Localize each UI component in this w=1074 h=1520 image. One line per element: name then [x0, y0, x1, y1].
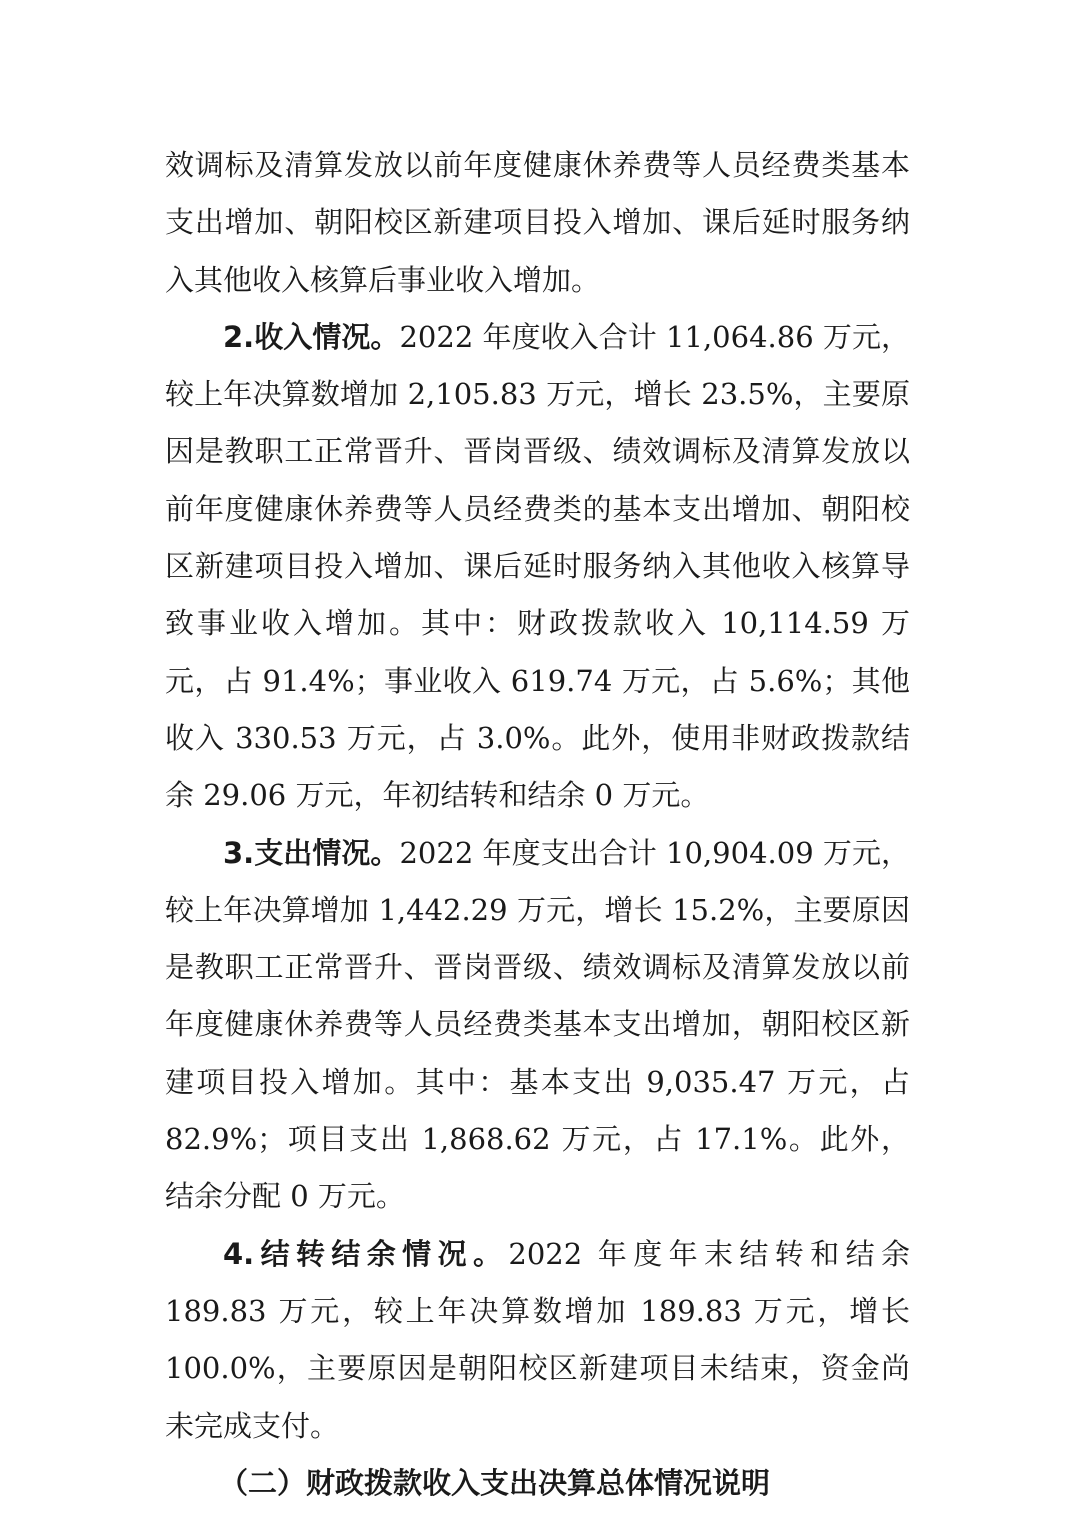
section-heading: （二）财政拨款收入支出决算总体情况说明: [219, 1465, 771, 1500]
paragraph-lead: 4.结转结余情况。: [223, 1236, 509, 1271]
paragraph-text: 2022 年度支出合计 10,904.09 万元，较上年决算增加 1,442.29 万元，增长 15.2%，主要原因是教职工正常晋升、晋岗晋级、绩效调标及清算发放以前年度健康休养费等人员经费类基本支出增加，朝阳校区新建项目投入增加。其中：基本支出 9,035.47 万元，占 82.9%；项目支出 1,868.62 万元，占 17.1%。此外，结余分配 0 万元。: [165, 835, 910, 1214]
paragraph-expenditure: [165, 825, 910, 1226]
paragraph-text: 2022 年度收入合计 11,064.86 万元，较上年决算数增加 2,105.83 万元，增长 23.5%，主要原因是教职工正常晋升、晋岗晋级、绩效调标及清算发放以前年度健康休养费等人员经费类的基本支出增加、朝阳校区新建项目投入增加、课后延时服务纳入其他收入核算导致事业收入增加。其中：财政拨款收入 10,114.59 万元，占 91.4%；事业收入 619.74 万元，占 5.6%；其他收入 330.53 万元，占 3.0%。此外，使用非财政拨款结余 29.06 万元，年初结转和结余 0 万元。: [165, 319, 910, 813]
document-body: [165, 137, 910, 1512]
paragraph-continuation: [165, 137, 910, 309]
paragraph-carryover: [165, 1226, 910, 1455]
paragraph-lead: 2.收入情况。: [223, 319, 400, 354]
paragraph-text: 效调标及清算发放以前年度健康休养费等人员经费类基本支出增加、朝阳校区新建项目投入增加、课后延时服务纳入其他收入核算后事业收入增加。: [165, 148, 910, 297]
paragraph-lead: 3.支出情况。: [223, 835, 400, 870]
paragraph-income: [165, 309, 910, 825]
paragraph-text: 2022 年度年末结转和结余 189.83 万元，较上年决算数增加 189.83 万元，增长 100.0%，主要原因是朝阳校区新建项目未结束，资金尚未完成支付。: [165, 1236, 910, 1443]
